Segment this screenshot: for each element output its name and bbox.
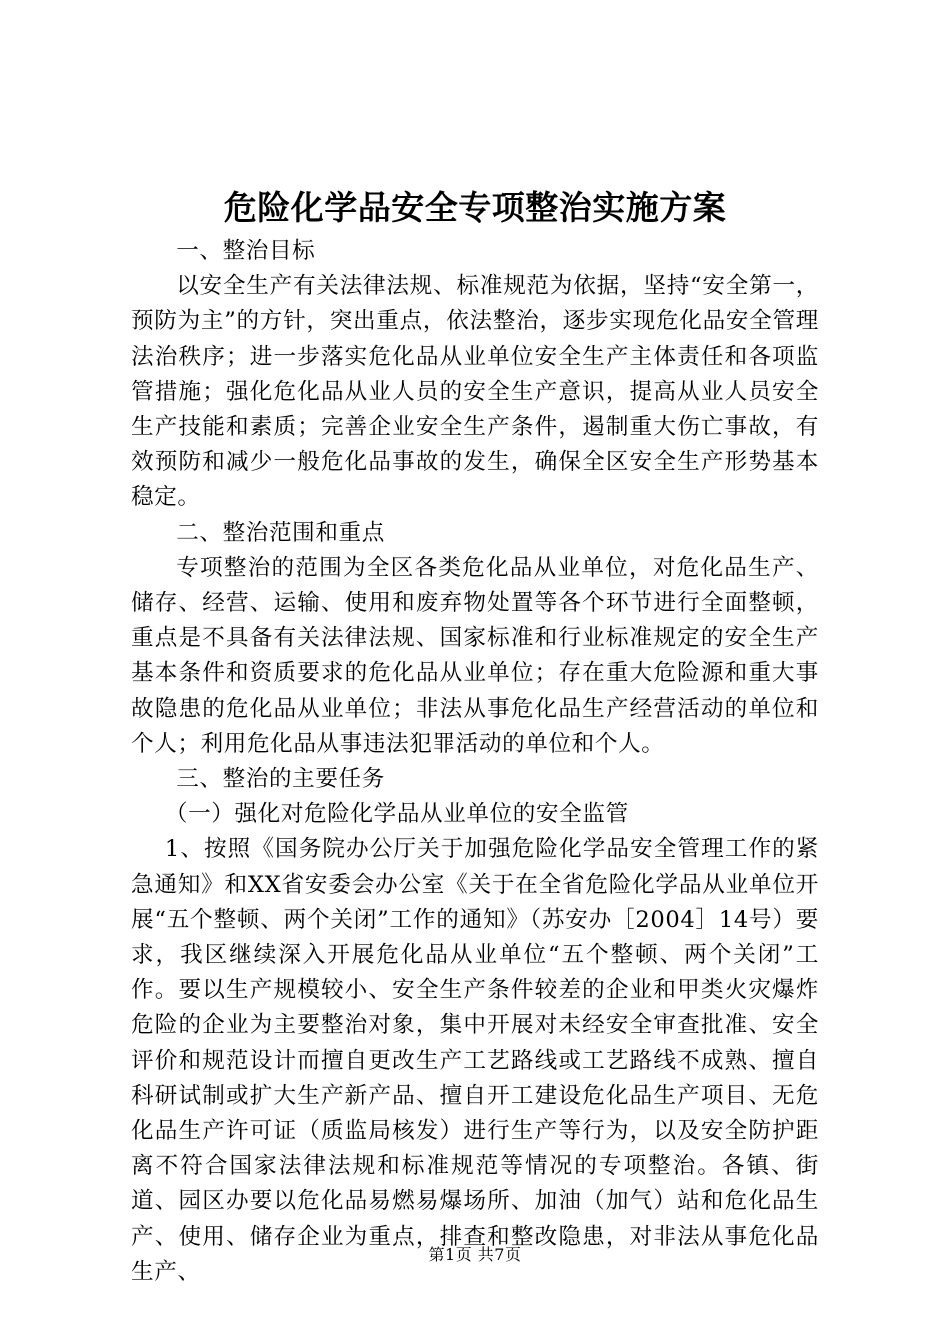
subsection-heading-1: （一）强化对危险化学品从业单位的安全监管	[164, 801, 629, 828]
paragraph-goals: 以安全生产有关法律法规、标准规范为依据，坚持“安全第一，预防为主”的方针，突出重点，依法整治，逐步实现危化品安全管理法治秩序；进一步落实危化品从业单位安全生产主体责任和各项监管措施；强化危化品从业人员的安全生产意识，提高从业人员安全生产技能和素质；完善企业安全生产条件，遏制重大伤亡事故，有效预防和减少一般危化品事故的发生，确保全区安全生产形势基本稳定。	[131, 273, 819, 511]
paragraph-task-1: 1、按照《国务院办公厅关于加强危险化学品安全管理工作的紧急通知》和XX省安委会办公室《关于在全省危险化学品从业单位开展“五个整顿、两个关闭”工作的通知》（苏安办［2004］14号）要求，我区继续深入开展危化品从业单位“五个整顿、两个关闭”工作。要以生产规模较小、安全生产条件较差的企业和甲类火灾爆炸危险的企业为主要整治对象，集中开展对未经安全审查批准、安全评价和规范设计而擅自更改生产工艺路线或工艺路线不成熟、擅自科研试制或扩大生产新产品、擅自开工建设危化品生产项目、无危化品生产许可证（质监局核发）进行生产等行为，以及安全防护距离不符合国家法律法规和标准规范等情况的专项整治。各镇、街道、园区办要以危化品易燃易爆场所、加油（加气）站和危化品生产、使用、储存企业为重点，排查和整改隐患，对非法从事危化品生产、	[131, 836, 819, 1285]
section-heading-2: 二、整治范围和重点	[176, 519, 385, 546]
document-body	[131, 234, 819, 1290]
paragraph-scope: 专项整治的范围为全区各类危化品从业单位，对危化品生产、储存、经营、运输、使用和废弃物处置等各个环节进行全面整顿，重点是不具备有关法律法规、国家标准和行业标准规定的安全生产基本条件和资质要求的危化品从业单位；存在重大危险源和重大事故隐患的危化品从业单位；非法从事危化品生产经营活动的单位和个人；利用危化品从事违法犯罪活动的单位和个人。	[131, 554, 819, 757]
page-number: 第1页 共7页	[428, 1245, 522, 1264]
section-heading-1: 一、整治目标	[176, 238, 316, 264]
section-heading-3: 三、整治的主要任务	[176, 766, 385, 793]
document-title: 危险化学品安全专项整治实施方案	[223, 188, 727, 227]
